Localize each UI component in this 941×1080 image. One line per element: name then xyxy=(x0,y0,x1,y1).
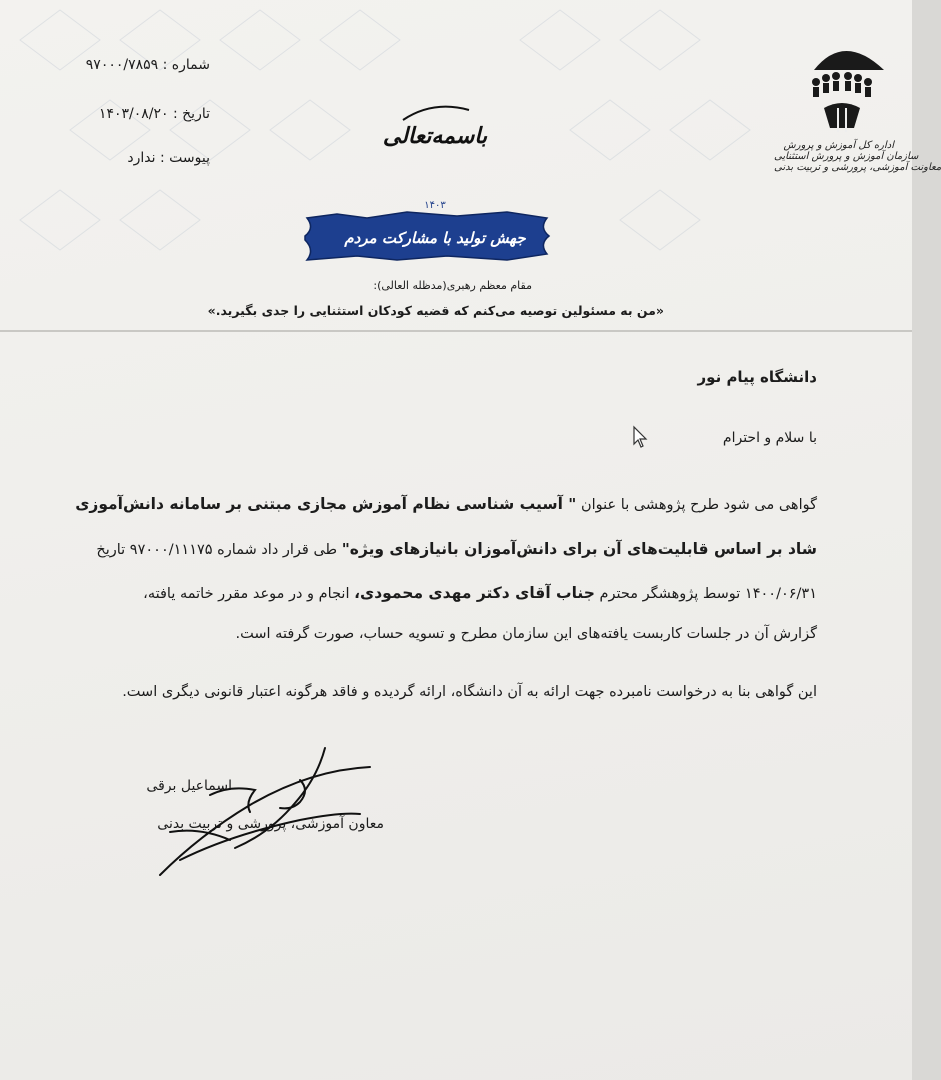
body-line-2: شاد بر اساس قابلیت‌های آن برای دانش‌آموزان بانیازهای ویژه" طی قرار داد شماره ۹۷۰۰۰/۱۱۱۷۵ تاریخ xyxy=(96,540,817,558)
signatory-role: معاون آموزشی، پرورشی و تربیت بدنی xyxy=(157,816,384,832)
organization-logo-block xyxy=(774,30,941,220)
bismillah-calligraphy xyxy=(382,98,488,168)
letter-attachment: پیوست : ندارد xyxy=(127,150,210,166)
letter-date: تاریخ : ۱۴۰۳/۰۸/۲۰ xyxy=(98,106,210,122)
organization-line-1: اداره کل آموزش و پرورش xyxy=(783,140,894,151)
svg-text:۱۴۰۳: ۱۴۰۳ xyxy=(424,200,446,211)
organization-line-2: سازمان آموزش و پرورش استثنایی xyxy=(774,151,919,162)
campaign-banner xyxy=(300,196,570,276)
svg-text:باسمه‌تعالی: باسمه‌تعالی xyxy=(382,123,488,149)
organization-line-3: معاونت آموزشی، پرورشی و تربیت بدنی xyxy=(774,162,941,173)
letter-number: شماره : ۹۷۰۰۰/۷۸۵۹ xyxy=(85,57,210,73)
body-line-4: گزارش آن در جلسات کاربست یافته‌های این سازمان مطرح و تسویه حساب، صورت گرفته است. xyxy=(235,626,817,642)
body-line-3: ۱۴۰۰/۰۶/۳۱ توسط پژوهشگر محترم جناب آقای دکتر مهدی محمودی، انجام و در موعد مقرر خاتمه یافته، xyxy=(143,584,817,602)
svg-text:جهش تولید با مشارکت مردم: جهش تولید با مشارکت مردم xyxy=(344,229,526,247)
leader-quote: «من به مسئولین توصیه می‌کنم که قضیه کودکان استثنایی را جدی بگیرید.» xyxy=(207,303,664,318)
greeting: با سلام و احترام xyxy=(722,430,817,446)
handwritten-signature xyxy=(150,740,380,890)
divider xyxy=(0,330,912,332)
mouse-cursor-icon xyxy=(633,426,649,450)
body-line-5: این گواهی بنا به درخواست نامبرده جهت ارائه به آن دانشگاه، ارائه گردیده و فاقد هرگونه اعتبار قانونی دیگری است. xyxy=(122,684,817,700)
signatory-name: اسماعیل برقی xyxy=(146,778,232,794)
organization-logo xyxy=(794,30,894,140)
recipient: دانشگاه پیام نور xyxy=(697,368,817,386)
body-line-1: گواهی می شود طرح پژوهشی با عنوان " آسیب شناسی نظام آموزش مجازی مبتنی بر سامانه دانش‌آموزی xyxy=(75,495,817,513)
leader-title: مقام معظم رهبری(مدظله العالی): xyxy=(373,279,532,292)
